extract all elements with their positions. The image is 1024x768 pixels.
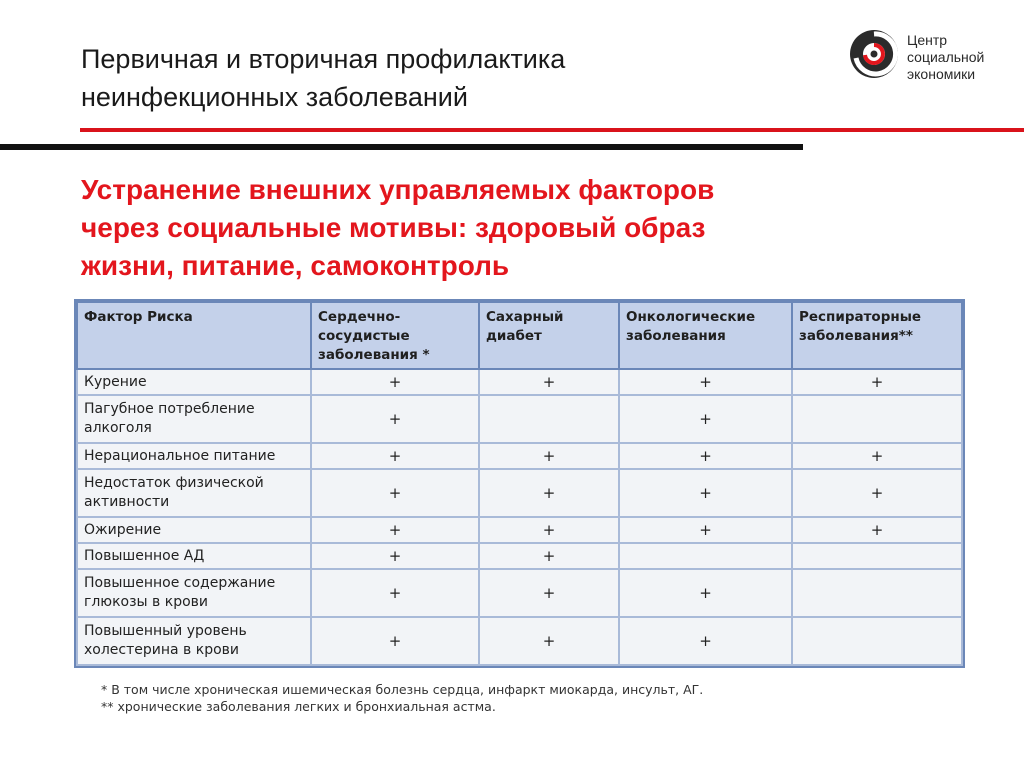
mark-cell [792,543,962,569]
table-row [77,369,962,395]
subtitle-line-1: Устранение внешних управляемых факторов [81,174,715,205]
table-footnotes [101,681,703,715]
risk-factor-table [76,301,963,666]
mark-cell: + [311,395,479,443]
organization-logo [848,28,1018,88]
mark-cell: + [619,443,792,469]
mark-cell: + [619,395,792,443]
table-row [77,517,962,543]
column-header-oncology: Онкологические заболевания [619,302,792,369]
mark-cell: + [479,443,619,469]
mark-cell: + [311,369,479,395]
mark-cell [619,543,792,569]
mark-cell: + [619,517,792,543]
mark-cell: + [792,369,962,395]
mark-cell [792,569,962,617]
mark-cell: + [792,443,962,469]
risk-factor-cell: Ожирение [77,517,311,543]
risk-factor-cell: Пагубное потребление алкоголя [77,395,311,443]
table-header-row [77,302,962,369]
mark-cell: + [479,469,619,517]
mark-cell [792,395,962,443]
table-row [77,569,962,617]
mark-cell: + [479,543,619,569]
risk-factor-cell: Недостаток физической активности [77,469,311,517]
column-header-cardiovascular: Сердечно-сосудистые заболевания * [311,302,479,369]
footnote-2: ** хронические заболевания легких и бронхиальная астма. [101,699,496,714]
risk-factor-cell: Повышенное содержание глюкозы в крови [77,569,311,617]
mark-cell: + [619,469,792,517]
subtitle-line-2: через социальные мотивы: здоровый образ [81,212,706,243]
mark-cell: + [792,469,962,517]
mark-cell: + [479,369,619,395]
risk-factor-table-frame [74,299,965,668]
mark-cell [792,617,962,665]
footnote-1: * В том числе хроническая ишемическая болезнь сердца, инфаркт миокарда, инсульт, АГ. [101,682,704,697]
mark-cell: + [619,369,792,395]
risk-factor-cell: Повышенный уровень холестерина в крови [77,617,311,665]
logo-text-line-3: экономики [907,66,976,82]
mark-cell: + [792,517,962,543]
slide-subtitle [81,171,941,285]
logo-text-line-2: социальной [907,49,985,65]
table-row [77,543,962,569]
black-divider [0,144,803,150]
column-header-risk-factor: Фактор Риска [77,302,311,369]
risk-factor-cell: Повышенное АД [77,543,311,569]
table-row [77,443,962,469]
mark-cell: + [311,543,479,569]
logo-text [907,32,984,83]
mark-cell: + [311,569,479,617]
column-header-diabetes: Сахарный диабет [479,302,619,369]
target-swirl-logo-icon [848,28,900,80]
column-header-respiratory: Респираторные заболевания** [792,302,962,369]
risk-factor-cell: Курение [77,369,311,395]
risk-factor-cell: Нерациональное питание [77,443,311,469]
mark-cell: + [479,617,619,665]
table-row [77,395,962,443]
mark-cell: + [619,617,792,665]
mark-cell: + [619,569,792,617]
logo-text-line-1: Центр [907,32,948,48]
table-row [77,617,962,665]
subtitle-line-3: жизни, питание, самоконтроль [81,250,510,281]
mark-cell: + [479,517,619,543]
mark-cell: + [479,569,619,617]
mark-cell [479,395,619,443]
table-row [77,469,962,517]
mark-cell: + [311,469,479,517]
slide-title [81,40,781,116]
mark-cell: + [311,517,479,543]
slide-title-line-2: неинфекционных заболеваний [81,82,468,112]
mark-cell: + [311,443,479,469]
mark-cell: + [311,617,479,665]
slide-title-line-1: Первичная и вторичная профилактика [81,44,566,74]
red-divider [80,128,1024,132]
